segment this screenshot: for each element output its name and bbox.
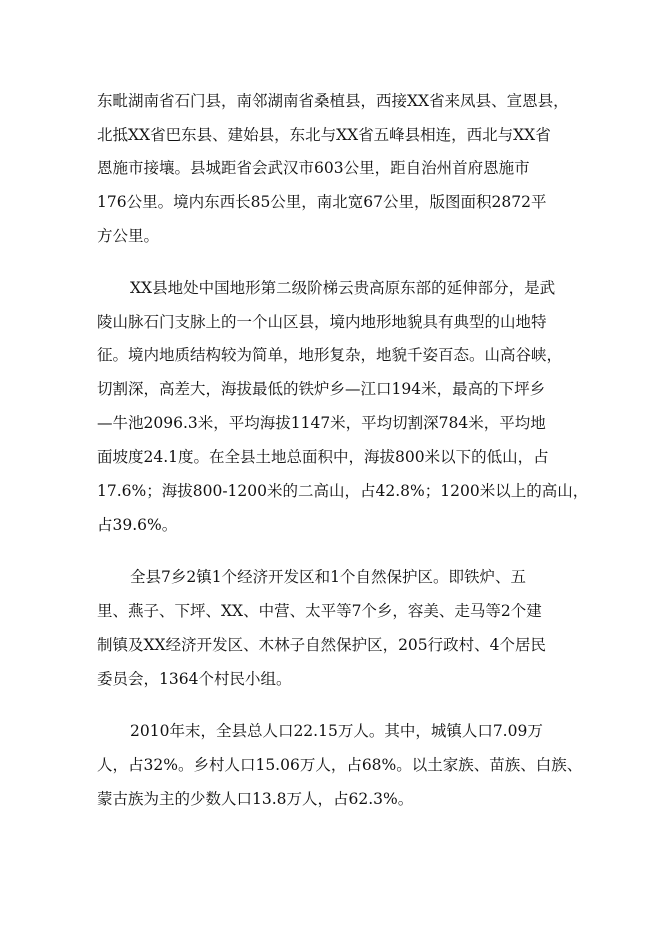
- paragraph-2-line-3: 征。境内地质结构较为简单，地形复杂，地貌千姿百态。山高谷峡，: [97, 346, 563, 364]
- paragraph-1-line-5: 方公里。: [97, 227, 160, 245]
- paragraph-2-line-7: 17.6%；海拔800-1200米的二高山，占42.8%；1200米以上的高山，: [97, 482, 589, 500]
- paragraph-1-line-4: 176公里。境内东西长85公里，南北宽67公里，版图面积2872平: [97, 193, 547, 211]
- paragraph-3-line-3: 制镇及XX经济开发区、木林子自然保护区，205行政村、4个居民: [97, 636, 547, 654]
- paragraph-4-line-1: 2010年末，全县总人口22.15万人。其中，城镇人口7.09万: [130, 722, 543, 740]
- paragraph-2-line-5: —牛池2096.3米，平均海拔1147米，平均切割深784米，平均地: [97, 414, 546, 432]
- paragraph-1-line-3: 恩施市接壤。县城距省会武汉市603公里，距自治州首府恩施市: [97, 159, 530, 177]
- paragraph-2-line-6: 面坡度24.1度。在全县土地总面积中，海拔800米以下的低山，占: [97, 448, 549, 466]
- paragraph-2-line-2: 陵山脉石门支脉上的一个山区县，境内地形地貌具有典型的山地特: [97, 313, 547, 331]
- paragraph-2-line-1: XX县地处中国地形第二级阶梯云贵高原东部的延伸部分，是武: [130, 279, 556, 297]
- paragraph-3-line-4: 委员会，1364个村民小组。: [97, 670, 292, 688]
- paragraph-2-line-4: 切割深，高差大，海拔最低的铁炉乡—江口194米，最高的下坪乡: [97, 380, 546, 398]
- paragraph-1-line-2: 北抵XX省巴东县、建始县，东北与XX省五峰县相连，西北与XX省: [97, 126, 551, 144]
- paragraph-4-line-2: 人，占32%。乡村人口15.06万人，占68%。以土家族、苗族、白族、: [97, 756, 583, 774]
- paragraph-1-line-1: 东毗湖南省石门县，南邻湖南省桑植县，西接XX省来凤县、宣恩县，: [97, 92, 569, 110]
- paragraph-3-line-2: 里、燕子、下坪、XX、中营、太平等7个乡，容美、走马等2个建: [97, 602, 542, 620]
- paragraph-2-line-8: 占39.6%。: [97, 516, 178, 534]
- paragraph-4-line-3: 蒙古族为主的少数人口13.8万人，占62.3%。: [97, 790, 414, 808]
- paragraph-3-line-1: 全县7乡2镇1个经济开发区和1个自然保护区。即铁炉、五: [130, 568, 526, 586]
